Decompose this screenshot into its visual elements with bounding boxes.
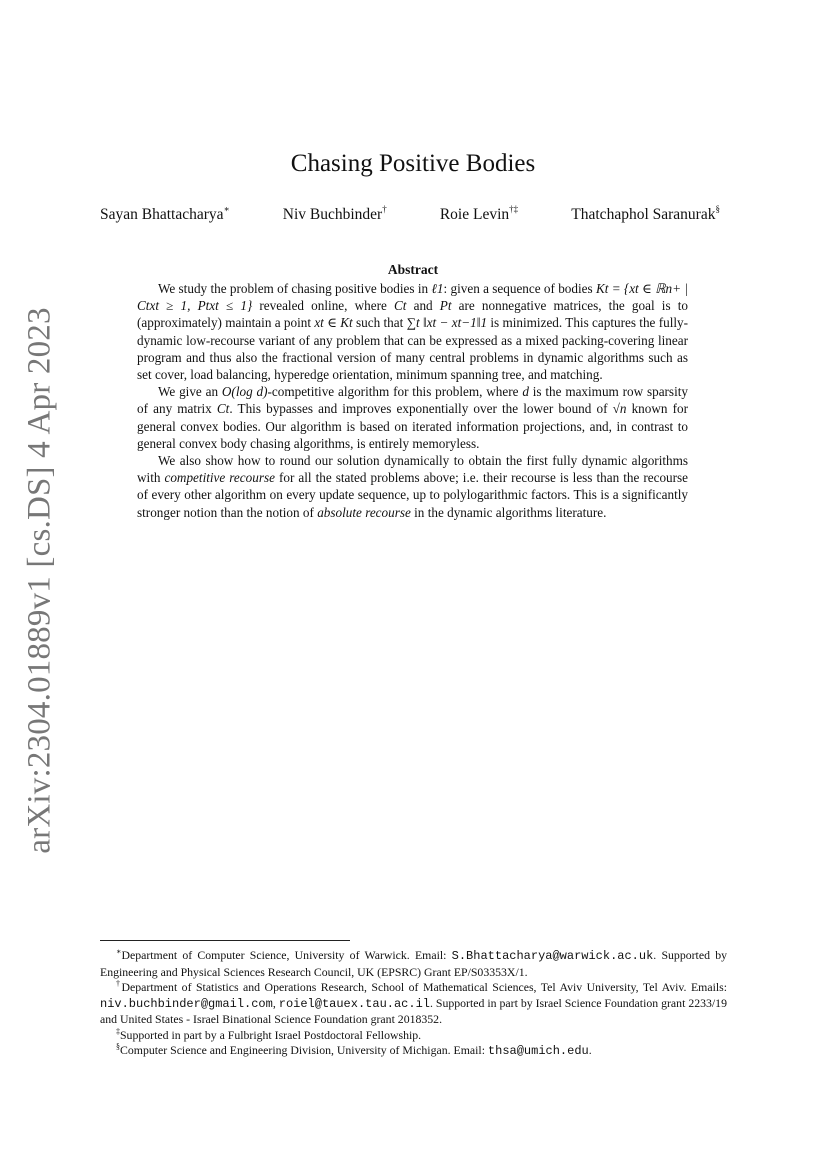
author-footnote-mark: † [382,204,387,214]
math-inline: √n [612,401,627,417]
emphasis: absolute recourse [317,504,411,520]
author: Roie Levin†‡ [439,204,519,223]
author: Thatchaphol Saranurak§ [571,204,720,223]
math-inline: ℓ1 [431,281,444,296]
math-inline: O(log d) [221,384,268,400]
footnote: ∗Department of Computer Science, University of Warwick. Email: S.Bhattacharya@warwick.ac.uk. Supported by Engineering and Physical Sciences Research Council, UK (EPSRC) Grant EP/S03353X/1. [100,947,727,979]
email-link[interactable]: S.Bhattacharya@warwick.ac.uk [451,949,654,963]
math-inline: xt ∈ Kt [314,315,353,331]
author-list [100,206,720,224]
email-link[interactable]: niv.buchbinder@gmail.com [100,996,273,1011]
email-link[interactable]: thsa@umich.edu [487,1044,589,1058]
abstract-paragraph: We give an O(log d)-competitive algorithm for this problem, where d is the maximum row sparsity of any matrix Ct. This bypasses and improves exponentially over the lower bound of √n known for general convex bodies. Our algorithm is based on iterated information projections, and, in contrast to general convex body chasing algorithms, is entirely memoryless. [137,384,688,451]
author: Niv Buchbinder† [282,204,387,223]
abstract-paragraph: We also show how to round our solution dynamically to obtain the first fully dynamic algorithms with competitive recourse for all the stated problems above; i.e. their recourse is less than the recourse of every other algorithm on every update sequence, up to polylogarithmic factors. This is a significantly stronger notion than the notion of absolute recourse in the dynamic algorithms literature. [137,453,689,520]
footnote-mark: § [116,1042,120,1051]
footnotes [100,948,727,1060]
math-inline: Pt [439,298,452,314]
author-footnote-mark: ∗ [223,204,230,214]
math-inline: ∑t ‖xt − xt−1‖1 [406,315,488,331]
math-inline: Kt = {xt ∈ ℝn+ | Ctxt ≥ 1, Ptxt ≤ 1} [137,281,688,314]
abstract-body [137,280,688,521]
footnote: §Computer Science and Engineering Division, University of Michigan. Email: thsa@umich.edu. [116,1042,592,1058]
email-link[interactable]: roiel@tauex.tau.ac.il [278,996,430,1011]
math-inline: Ct [216,401,230,417]
footnote-mark: † [116,979,122,988]
author: Sayan Bhattacharya∗ [100,204,230,223]
arxiv-identifier-stamp [21,306,58,854]
arxiv-identifier-text: arXiv:2304.01889v1 [cs.DS] 4 Apr 2023 [21,306,58,854]
math-inline: d [522,384,529,400]
author-footnote-mark: †‡ [509,204,519,214]
footnote-mark: ∗ [116,947,122,956]
footnote: †Department of Statistics and Operations Research, School of Mathematical Sciences, Tel Aviv University, Tel Aviv. Emails: niv.buchbinder@gmail.com, roiel@tauex.tau.ac.il. Supported in part by Israel Science Foundation grant 2233/19 and United States - Israel Binational Science Foundation grant 2018352. [100,979,728,1026]
abstract-paragraph: We study the problem of chasing positive bodies in ℓ1: given a sequence of bodies Kt = {xt ∈ ℝn+ | Ctxt ≥ 1, Ptxt ≤ 1} revealed online, where Ct and Pt are nonnegative matrices, the goal is to (approximately) maintain a point xt ∈ Kt such that ∑t ‖xt − xt−1‖1 is minimized. This captures the fully-dynamic low-recourse variant of any problem that can be expressed as a mixed packing-covering linear program and thus also the fractional version of many central problems in dynamic algorithms such as set cover, load balancing, hyperedge orientation, minimum spanning tree, and matching. [137,281,689,383]
footnote-mark: ‡ [116,1026,120,1036]
math-inline: Ct [393,298,407,314]
footnote-divider [100,940,350,941]
paper-title: Chasing Positive Bodies [290,150,536,177]
author-footnote-mark: § [715,204,720,214]
footnote: ‡Supported in part by a Fulbright Israel Postdoctoral Fellowship. [116,1026,422,1042]
abstract-heading: Abstract [387,262,439,277]
emphasis: competitive recourse [164,470,275,486]
